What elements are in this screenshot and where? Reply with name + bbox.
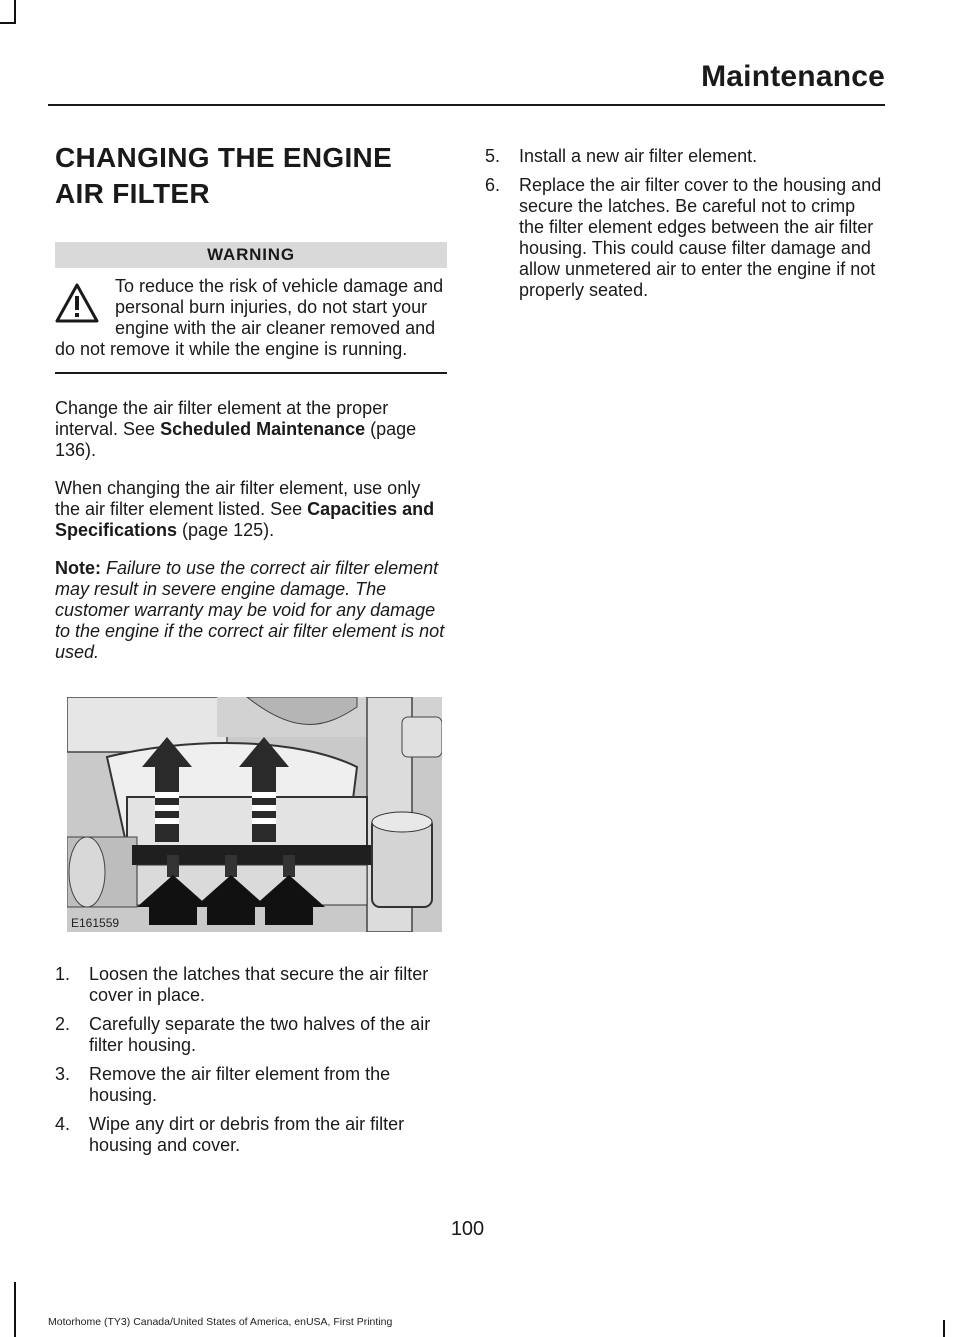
- link-capacities-specifications[interactable]: Capacities and Specifications: [55, 499, 435, 540]
- step-number: 6.: [485, 175, 501, 195]
- step-number: 4.: [55, 1114, 71, 1134]
- step-number: 2.: [55, 1014, 71, 1034]
- step-text: Remove the air filter element from the housing.: [89, 1064, 391, 1105]
- page-number: 100: [450, 1218, 485, 1240]
- step-text: Loosen the latches that secure the air filter cover in place.: [89, 964, 429, 1005]
- list-item: [55, 1064, 447, 1106]
- paragraph-interval-page: (page 136).: [55, 419, 417, 460]
- warning-box: [55, 276, 447, 360]
- list-item: [55, 1114, 447, 1156]
- warning-rule: [55, 372, 447, 374]
- page-header-title: Maintenance: [701, 60, 885, 93]
- note-label: Note:: [55, 558, 101, 578]
- crop-mark-top-left-v: [14, 0, 16, 22]
- header-rule: [48, 104, 885, 106]
- list-item: [485, 175, 885, 301]
- paragraph-element: [55, 478, 447, 541]
- air-filter-housing-drawing: [67, 697, 442, 932]
- right-column: [485, 146, 885, 309]
- paragraph-element-page: (page 125).: [177, 520, 275, 540]
- step-text: Carefully separate the two halves of the air filter housing.: [89, 1014, 431, 1055]
- crop-mark-top-left-h: [0, 22, 16, 24]
- left-column: [55, 140, 447, 1164]
- footer-text: Motorhome (TY3) Canada/United States of America, enUSA, First Printing: [48, 1316, 393, 1328]
- warning-label: WARNING: [55, 242, 447, 268]
- air-filter-illustration: [67, 697, 442, 932]
- crop-mark-bottom-right-v: [943, 1320, 945, 1337]
- note-text: Failure to use the correct air filter element may result in severe engine damage. The customer warranty may be void for any damage to the engine if the correct air filter element is not used.: [55, 558, 445, 662]
- step-number: 1.: [55, 964, 71, 984]
- list-item: [485, 146, 885, 167]
- steps-list-left: [55, 964, 447, 1156]
- figure-code: E161559: [71, 916, 120, 930]
- paragraph-element-text: When changing the air filter element, use only the air filter element listed. See: [55, 478, 421, 519]
- list-item: [55, 964, 447, 1006]
- steps-list-right: [485, 146, 885, 301]
- paragraph-interval-text: Change the air filter element at the proper interval. See: [55, 398, 389, 439]
- step-number: 5.: [485, 146, 501, 166]
- step-number: 3.: [55, 1064, 71, 1084]
- crop-mark-bottom-left-v: [14, 1282, 16, 1337]
- link-scheduled-maintenance[interactable]: Scheduled Maintenance: [160, 419, 366, 439]
- warning-triangle-icon: [55, 282, 99, 326]
- warning-text: To reduce the risk of vehicle damage and personal burn injuries, do not start your engine with the air cleaner removed and do not remove it while the engine is running.: [55, 276, 444, 359]
- step-text: Install a new air filter element.: [519, 146, 758, 166]
- list-item: [55, 1014, 447, 1056]
- step-text: Wipe any dirt or debris from the air filter housing and cover.: [89, 1114, 405, 1155]
- step-text: Replace the air filter cover to the housing and secure the latches. Be careful not to crimp the filter element edges between the air filter housing. This could cause filter damage and allow unmetered air to enter the engine if not properly seated.: [519, 175, 882, 300]
- note-paragraph: [55, 558, 447, 663]
- paragraph-interval: [55, 398, 447, 461]
- section-title: CHANGING THE ENGINE AIR FILTER: [55, 142, 393, 209]
